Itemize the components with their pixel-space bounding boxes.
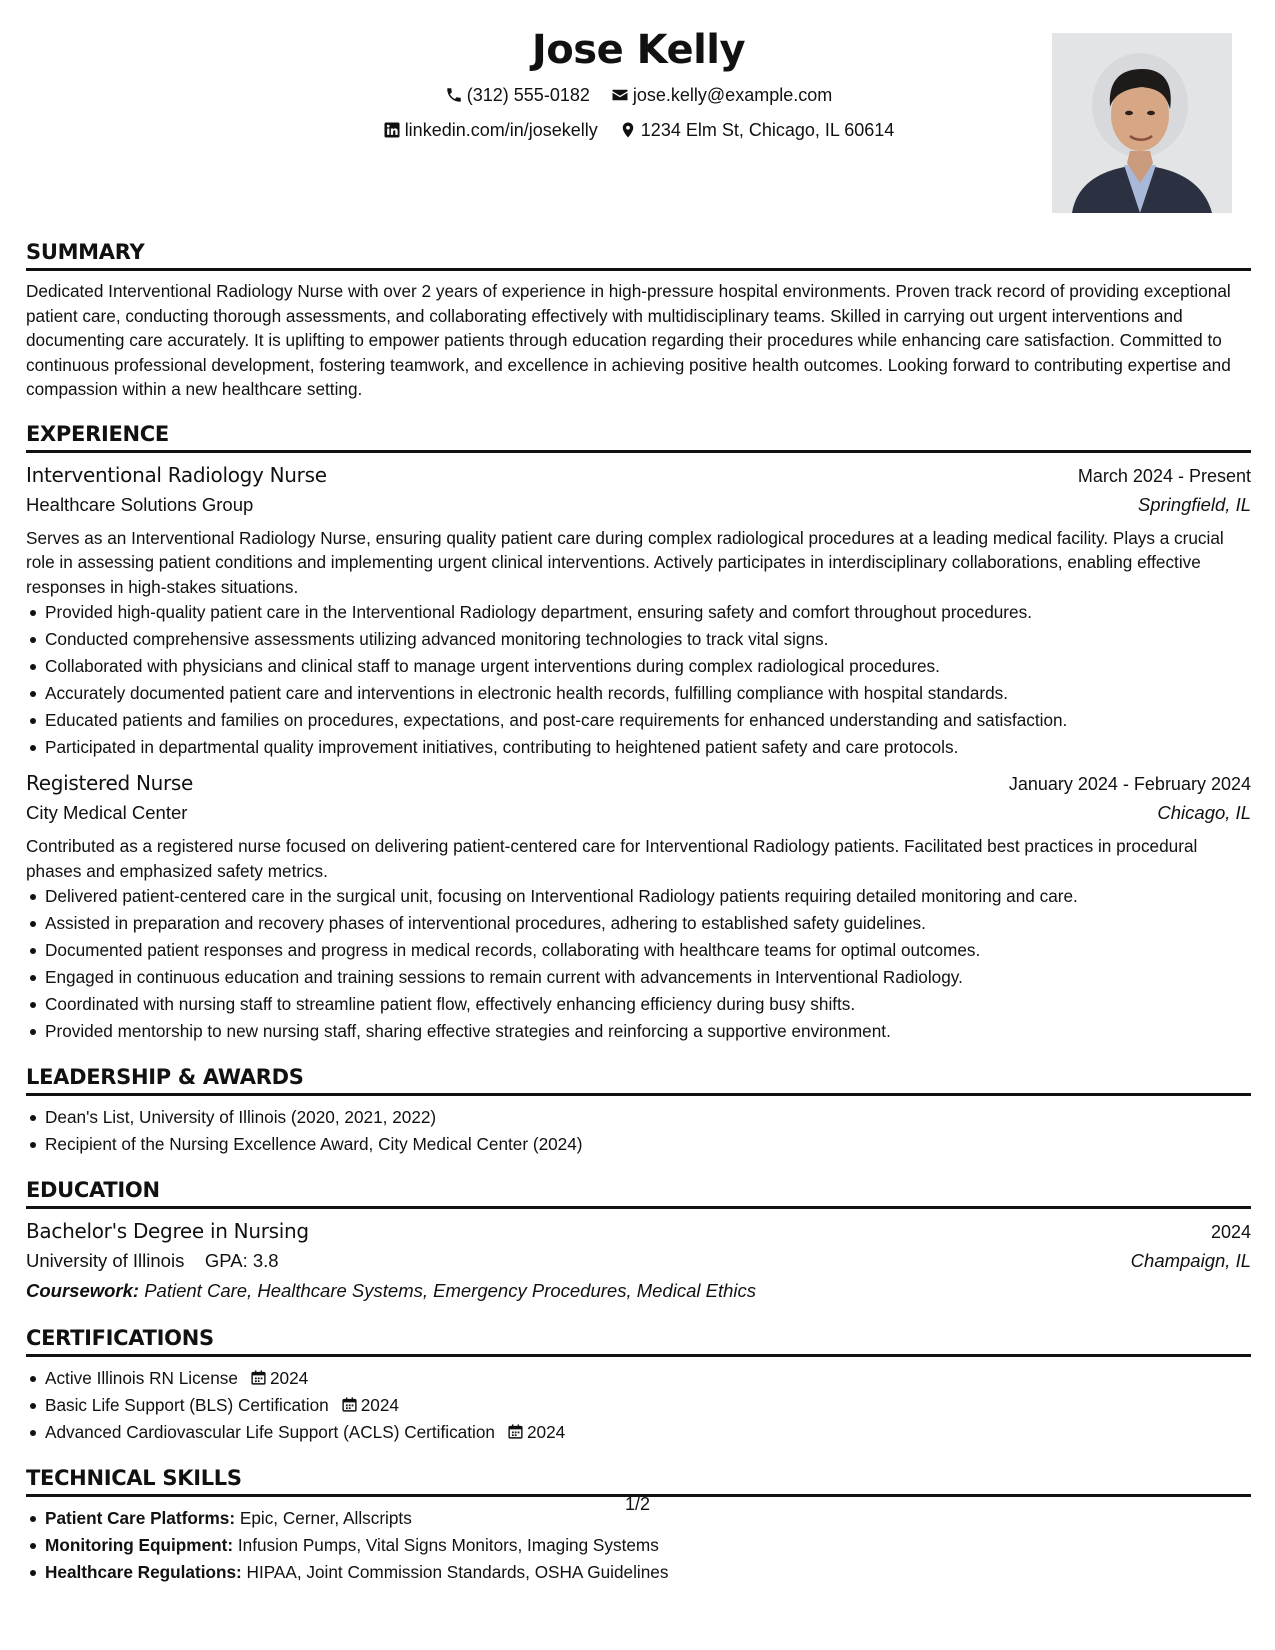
list-item: Collaborated with physicians and clinical staff to manage urgent interventions during complex radiological procedures. — [26, 653, 1251, 680]
phone-icon — [445, 86, 463, 104]
certification-year: 2024 — [526, 1422, 566, 1442]
job-title: Interventional Radiology Nurse — [26, 462, 327, 487]
job-description: Serves as an Interventional Radiology Nurse, ensuring quality patient care during complex radiological procedures at a leading medical facility. Plays a crucial role in assessing patient conditions and implementing urgent clinical interventions. Actively participates in interdisciplinary collaborations, enabling effective responses in high-stakes situations. — [26, 527, 1224, 597]
certifications-list — [26, 1365, 1251, 1446]
certification-name: Advanced Cardiovascular Life Support (ACLS) Certification — [45, 1422, 495, 1442]
experience-heading: EXPERIENCE — [26, 420, 1251, 453]
list-item — [26, 1419, 1251, 1446]
linkedin-contact[interactable] — [383, 119, 598, 141]
experience-section — [26, 420, 1251, 1046]
skills-section — [26, 1464, 1251, 1586]
job-bullets — [26, 599, 1251, 761]
leadership-heading: LEADERSHIP & AWARDS — [26, 1063, 1251, 1096]
job-bullets — [26, 883, 1251, 1045]
calendar-icon — [250, 1369, 267, 1386]
linkedin-icon — [383, 121, 401, 139]
skills-heading: TECHNICAL SKILLS — [26, 1464, 1251, 1497]
job-date: March 2024 - Present — [1077, 465, 1251, 486]
certifications-section — [26, 1324, 1251, 1446]
summary-heading: SUMMARY — [26, 238, 1251, 271]
certifications-heading: CERTIFICATIONS — [26, 1324, 1251, 1357]
resume-page — [26, 20, 1251, 1586]
skill-label: Patient Care Platforms: — [45, 1508, 236, 1528]
envelope-icon — [611, 86, 629, 104]
skill-value: Infusion Pumps, Vital Signs Monitors, Imaging Systems — [237, 1535, 659, 1555]
coursework — [26, 1276, 1251, 1306]
certification-name: Active Illinois RN License — [45, 1368, 238, 1388]
list-item: Assisted in preparation and recovery phases of interventional procedures, adhering to established safety guidelines. — [26, 910, 1251, 937]
skills-list — [26, 1505, 1251, 1586]
page-number: 1/2 — [624, 1494, 651, 1514]
skill-value: Epic, Cerner, Allscripts — [239, 1508, 412, 1528]
certification-year: 2024 — [269, 1368, 309, 1388]
education-heading: EDUCATION — [26, 1176, 1251, 1209]
list-item: Delivered patient-centered care in the surgical unit, focusing on Interventional Radiology patients requiring detailed monitoring and care. — [26, 883, 1251, 910]
skill-label: Monitoring Equipment: — [45, 1535, 234, 1555]
list-item: Provided mentorship to new nursing staff, sharing effective strategies and reinforcing a supportive environment. — [26, 1018, 1251, 1045]
summary-text: Dedicated Interventional Radiology Nurse with over 2 years of experience in high-pressure hospital environments. Proven track record of providing exceptional patient care, conducting thorough assessments, and collaborating effectively with multidisciplinary teams. Skilled in carrying out urgent interventions and documenting care accurately. It is uplifting to empower patients through education regarding their procedures while enhancing care satisfaction. Committed to continuous professional development, fostering teamwork, and excellence in achieving positive health outcomes. Looking forward to contributing expertise and compassion within a new healthcare setting. — [26, 281, 1231, 399]
summary-section — [26, 238, 1251, 402]
job-entry — [26, 461, 1251, 762]
list-item: Documented patient responses and progress in medical records, collaborating with healthcare teams for optimal outcomes. — [26, 937, 1251, 964]
job-subheader — [26, 798, 1251, 828]
job-description: Contributed as a registered nurse focused on delivering patient-centered care for Interventional Radiology patients. Facilitated best practices in procedural phases and emphasized safety metrics. — [26, 836, 1198, 881]
address-text: 1234 Elm St, Chicago, IL 60614 — [640, 120, 895, 140]
gpa: GPA: 3.8 — [204, 1250, 279, 1271]
linkedin-text: linkedin.com/in/josekelly — [404, 120, 598, 140]
school-info — [26, 1246, 279, 1276]
phone-contact — [445, 84, 590, 106]
job-location: Springfield, IL — [1137, 493, 1251, 515]
map-pin-icon — [619, 121, 637, 139]
address-contact — [619, 119, 895, 141]
list-item: Provided high-quality patient care in the Interventional Radiology department, ensuring safety and comfort throughout procedures. — [26, 599, 1251, 626]
education-header — [26, 1217, 1251, 1246]
job-date: January 2024 - February 2024 — [1008, 774, 1251, 794]
email-contact[interactable] — [611, 84, 832, 106]
school-name: University of Illinois — [26, 1250, 185, 1271]
list-item — [26, 1365, 1251, 1392]
list-item — [26, 1559, 1251, 1586]
candidate-name: Jose Kelly — [531, 27, 746, 73]
job-company: Healthcare Solutions Group — [26, 493, 254, 515]
coursework-list: Patient Care, Healthcare Systems, Emergency Procedures, Medical Ethics — [144, 1280, 757, 1301]
calendar-icon — [341, 1396, 358, 1413]
list-item — [26, 1532, 1251, 1559]
leadership-section — [26, 1063, 1251, 1158]
education-subheader — [26, 1246, 1251, 1276]
skill-label: Healthcare Regulations: — [45, 1562, 242, 1582]
job-location: Chicago, IL — [1157, 802, 1251, 823]
list-item: Participated in departmental quality improvement initiatives, contributing to heightened patient safety and care protocols. — [26, 734, 1251, 761]
job-header — [26, 461, 1251, 490]
job-entry — [26, 769, 1251, 1045]
email-text: jose.kelly@example.com — [632, 85, 833, 105]
job-subheader — [26, 490, 1251, 520]
list-item: Accurately documented patient care and interventions in electronic health records, fulfilling compliance with hospital standards. — [26, 680, 1251, 707]
profile-photo-graphic — [1052, 33, 1232, 213]
phone-text: (312) 555-0182 — [466, 85, 590, 105]
list-item — [26, 1392, 1251, 1419]
graduation-year: 2024 — [1210, 1222, 1251, 1242]
education-section — [26, 1176, 1251, 1306]
list-item: Coordinated with nursing staff to streamline patient flow, effectively enhancing efficiency during busy shifts. — [26, 991, 1251, 1018]
certification-name: Basic Life Support (BLS) Certification — [45, 1395, 329, 1415]
coursework-label: Coursework: — [26, 1280, 140, 1301]
degree-title: Bachelor's Degree in Nursing — [26, 1219, 309, 1243]
job-header — [26, 769, 1251, 798]
skill-value: HIPAA, Joint Commission Standards, OSHA Guidelines — [246, 1562, 669, 1582]
list-item: Engaged in continuous education and training sessions to remain current with advancements in Interventional Radiology. — [26, 964, 1251, 991]
leadership-list — [26, 1104, 1251, 1158]
certification-year: 2024 — [360, 1395, 399, 1415]
profile-photo — [1052, 33, 1232, 213]
resume-header — [26, 20, 1251, 220]
list-item: Conducted comprehensive assessments utilizing advanced monitoring technologies to track vital signs. — [26, 626, 1251, 653]
job-company: City Medical Center — [26, 802, 188, 823]
list-item: Educated patients and families on procedures, expectations, and post-care requirements for enhanced understanding and satisfaction. — [26, 707, 1251, 734]
list-item: Recipient of the Nursing Excellence Award, City Medical Center (2024) — [26, 1131, 1251, 1158]
list-item: Dean's List, University of Illinois (2020, 2021, 2022) — [26, 1104, 1251, 1131]
school-location: Champaign, IL — [1130, 1250, 1251, 1271]
job-title: Registered Nurse — [26, 771, 194, 795]
calendar-icon — [507, 1423, 524, 1440]
